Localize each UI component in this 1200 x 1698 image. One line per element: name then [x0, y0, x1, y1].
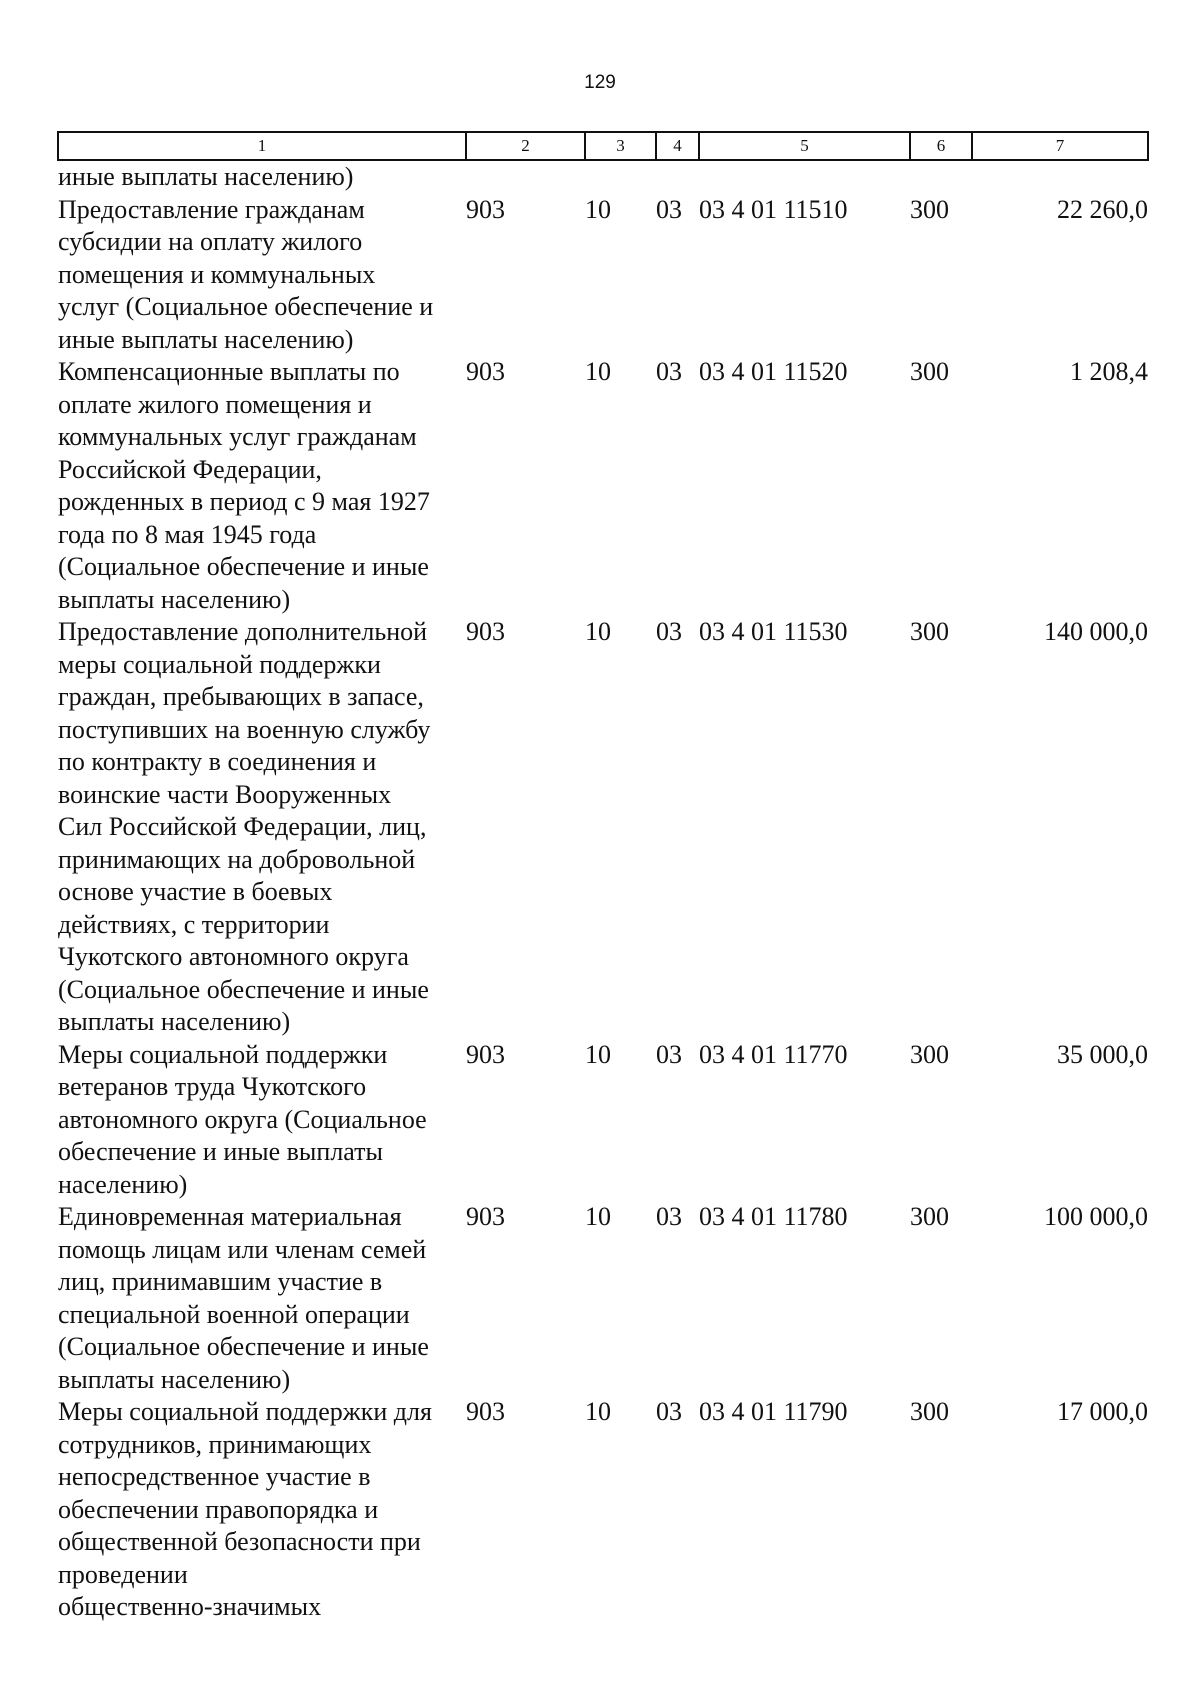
- ministry-code: 903: [466, 194, 505, 224]
- name-line: Чукотского автономного округа: [58, 942, 409, 971]
- ministry-code: 903: [466, 1202, 505, 1231]
- name-line: иные выплаты населению): [58, 324, 354, 354]
- name-line: (Социальное обеспечение и иные: [58, 1332, 429, 1361]
- expense-type-code: 300: [910, 194, 949, 224]
- table-row: [58, 1039, 1148, 1202]
- amount: 100 000,0: [1044, 1202, 1148, 1231]
- name-line: субсидии на оплату жилого: [58, 227, 363, 256]
- name-line: оплате жилого помещения и: [58, 389, 372, 419]
- ministry-code: 903: [466, 1397, 505, 1426]
- name-line: Предоставление гражданам: [58, 194, 365, 224]
- name-line: выплаты населению): [58, 584, 291, 614]
- subsection-code: 03: [656, 617, 682, 646]
- name-line: (Социальное обеспечение и иные: [58, 974, 429, 1004]
- name-line: выплаты населению): [58, 1007, 291, 1036]
- table-row: [58, 616, 1148, 1039]
- name-line: услуг (Социальное обеспечение и: [58, 292, 434, 321]
- name-line: обеспечение и иные выплаты: [58, 1137, 383, 1166]
- table-row: [58, 194, 1148, 357]
- table-row: [58, 1201, 1148, 1396]
- column-header-4: 4: [656, 132, 699, 160]
- name-line: общественно-значимых: [58, 1592, 322, 1621]
- section-code: 10: [585, 357, 611, 386]
- column-header-2: 2: [466, 132, 585, 160]
- name-line: иные выплаты населению): [58, 162, 354, 191]
- expense-type-code: 300: [910, 1202, 949, 1231]
- name-line: (Социальное обеспечение и иные: [58, 552, 429, 581]
- name-line: меры социальной поддержки: [58, 649, 381, 679]
- name-line: рожденных в период с 9 мая 1927: [58, 487, 430, 516]
- page-number: 129: [584, 72, 616, 93]
- name-line: выплаты населению): [58, 1364, 291, 1394]
- name-line: года по 8 мая 1945 года: [58, 519, 317, 549]
- table-row: [58, 1396, 1148, 1624]
- name-line: обеспечении правопорядка и: [58, 1494, 379, 1524]
- expense-name: [58, 616, 466, 1039]
- column-header-7: 7: [972, 132, 1148, 160]
- subsection-code: 03: [656, 194, 682, 224]
- expense-name: [58, 1396, 466, 1624]
- table-row: [58, 356, 1148, 616]
- name-line: Меры социальной поддержки для: [58, 1397, 432, 1426]
- expense-name: [58, 194, 466, 357]
- subsection-code: 03: [656, 1397, 682, 1426]
- name-line: Российской Федерации,: [58, 454, 322, 484]
- subsection-code: 03: [656, 1039, 682, 1069]
- amount: 140 000,0: [1044, 617, 1148, 646]
- column-header-6: 6: [910, 132, 972, 160]
- ministry-code: 903: [466, 1039, 505, 1069]
- name-line: принимающих на добровольной: [58, 844, 416, 874]
- name-line: поступивших на военную службу: [58, 714, 431, 744]
- name-line: по контракту в соединения и: [58, 747, 377, 776]
- name-line: основе участие в боевых: [58, 877, 333, 906]
- target-article-code: 03 4 01 11770: [699, 1039, 848, 1069]
- column-header-3: 3: [585, 132, 656, 160]
- section-code: 10: [585, 1039, 611, 1069]
- section-code: 10: [585, 617, 611, 646]
- amount: 17 000,0: [1057, 1397, 1148, 1426]
- expense-type-code: 300: [910, 617, 949, 646]
- name-line: Меры социальной поддержки: [58, 1039, 388, 1069]
- continuation-text: [58, 160, 466, 194]
- name-line: общественной безопасности при: [58, 1527, 421, 1556]
- target-article-code: 03 4 01 11530: [699, 617, 848, 646]
- expense-type-code: 300: [910, 1039, 949, 1069]
- budget-table: [57, 131, 1149, 1624]
- name-line: помощь лицам или членам семей: [58, 1234, 427, 1264]
- name-line: коммунальных услуг гражданам: [58, 422, 417, 451]
- amount: 1 208,4: [1070, 357, 1148, 386]
- name-line: граждан, пребывающих в запасе,: [58, 682, 424, 711]
- name-line: непосредственное участие в: [58, 1462, 371, 1491]
- column-header-5: 5: [699, 132, 910, 160]
- name-line: проведении: [58, 1559, 188, 1589]
- subsection-code: 03: [656, 357, 682, 386]
- name-line: воинские части Вооруженных: [58, 779, 392, 809]
- name-line: автономного округа (Социальное: [58, 1104, 427, 1134]
- table-body: [58, 160, 1148, 1624]
- target-article-code: 03 4 01 11790: [699, 1397, 848, 1426]
- section-code: 10: [585, 194, 611, 224]
- continuation-row: [58, 160, 1148, 194]
- expense-type-code: 300: [910, 1397, 949, 1426]
- ministry-code: 903: [466, 357, 505, 386]
- section-code: 10: [585, 1202, 611, 1231]
- name-line: Компенсационные выплаты по: [58, 357, 400, 386]
- name-line: ветеранов труда Чукотского: [58, 1072, 367, 1101]
- name-line: действиях, с территории: [58, 909, 330, 939]
- name-line: населению): [58, 1169, 188, 1199]
- section-code: 10: [585, 1397, 611, 1426]
- target-article-code: 03 4 01 11520: [699, 357, 848, 386]
- amount: 22 260,0: [1057, 194, 1148, 224]
- subsection-code: 03: [656, 1202, 682, 1231]
- target-article-code: 03 4 01 11510: [699, 194, 848, 224]
- name-line: специальной военной операции: [58, 1299, 410, 1329]
- target-article-code: 03 4 01 11780: [699, 1202, 848, 1231]
- column-header-1: 1: [58, 132, 466, 160]
- expense-type-code: 300: [910, 357, 949, 386]
- amount: 35 000,0: [1057, 1039, 1148, 1069]
- expense-name: [58, 356, 466, 616]
- expense-name: [58, 1201, 466, 1396]
- ministry-code: 903: [466, 617, 505, 646]
- expense-name: [58, 1039, 466, 1202]
- name-line: помещения и коммунальных: [58, 259, 376, 289]
- name-line: сотрудников, принимающих: [58, 1429, 372, 1459]
- name-line: Единовременная материальная: [58, 1202, 402, 1231]
- column-number-row: [58, 132, 1148, 160]
- name-line: лиц, принимавшим участие в: [58, 1267, 383, 1296]
- name-line: Предоставление дополнительной: [58, 617, 428, 646]
- name-line: Сил Российской Федерации, лиц,: [58, 812, 427, 841]
